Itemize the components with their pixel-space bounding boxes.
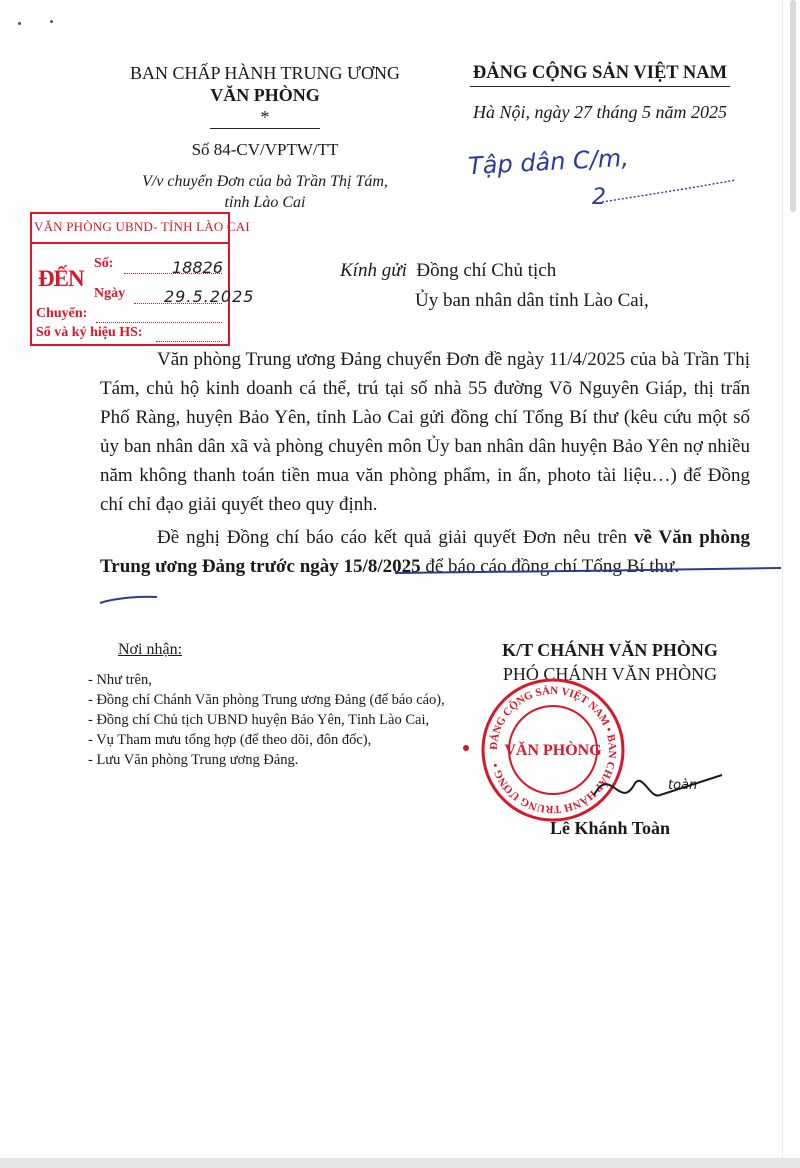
distribution-item: - Như trên, <box>88 672 152 688</box>
place-date: Hà Nội, ngày 27 tháng 5 năm 2025 <box>473 102 727 122</box>
para2-end: để báo cáo đồng chí Tổng Bí thư. <box>420 556 680 577</box>
header-divider <box>210 128 320 129</box>
stamp-chuyen-dots <box>96 321 222 323</box>
party-name: ĐẢNG CỘNG SẢN VIỆT NAM <box>472 63 728 83</box>
handwritten-stroke <box>600 176 740 206</box>
star-mark: * <box>260 107 270 127</box>
scrollbar[interactable] <box>790 0 796 212</box>
office-name: VĂN PHÒNG <box>210 85 320 105</box>
stamp-title: VĂN PHÒNG UBND- TỈNH LÀO CAI <box>34 219 250 234</box>
recipient-line-1: Đồng chí Chủ tịch <box>416 260 557 281</box>
stamp-ngay-value: 29.5.2025 <box>164 287 255 306</box>
subject-line-2: tỉnh Lào Cai <box>224 194 306 211</box>
distribution-item: - Vụ Tham mưu tổng hợp (để theo dõi, đôn đốc), <box>88 732 372 748</box>
signer-name: Lê Khánh Toàn <box>549 818 671 838</box>
org-name: BAN CHẤP HÀNH TRUNG ƯƠNG <box>130 63 400 83</box>
page-bottom-edge <box>0 1158 800 1168</box>
para2-start: Đề nghị Đồng chí báo cáo kết quả giải quyết Đơn nêu trên <box>157 527 635 548</box>
stamp-chuyen-label: Chuyển: <box>36 306 88 321</box>
seal-tick <box>456 738 476 758</box>
stamp-hs-dots <box>156 340 222 342</box>
hand-underline <box>95 550 785 610</box>
handwritten-note-2: 2 <box>592 185 606 210</box>
distribution-list <box>88 640 448 770</box>
body-paragraph-1: Văn phòng Trung ương Đảng chuyển Đơn đề ngày 11/4/2025 của bà Trần Thị Tám, chủ hộ kinh doanh cá thể, trú tại số nhà 55 đường Võ Nguyên Giáp, thị trấn Phố Ràng, huyện Bảo Yên, tỉnh Lào Cai gửi đồng chí Tổng Bí thư (kêu cứu một số ủy ban nhân dân xã và phòng chuyên môn Ủy ban nhân dân huyện Bảo Yên nợ nhiều năm không thanh toán tiền mua văn phòng phẩm, in ấn, photo tài liệu…) để Đồng chí chỉ đạo giải quyết theo quy định. <box>100 349 750 515</box>
stamp-divider <box>32 242 228 244</box>
signature-title-2: PHÓ CHÁNH VĂN PHÒNG <box>502 664 718 684</box>
recipient-block <box>340 256 649 316</box>
stamp-hs-label: Sổ và ký hiệu HS: <box>36 325 143 340</box>
para2-bold: về Văn phòng Trung ương Đảng trước ngày 15/8/2025 <box>100 527 750 577</box>
letter-body <box>100 345 750 581</box>
stamp-so-label: Số: <box>94 256 114 271</box>
stamp-den: ĐẾN <box>38 266 84 291</box>
party-underline <box>470 86 730 87</box>
distribution-item: - Đồng chí Chánh Văn phòng Trung ương Đảng (để báo cáo), <box>88 692 445 708</box>
header-left <box>95 62 435 213</box>
distribution-item: - Đồng chí Chủ tịch UBND huyện Bảo Yên, Tỉnh Lào Cai, <box>88 712 430 728</box>
signature-title-1: K/T CHÁNH VĂN PHÒNG <box>502 640 718 660</box>
distribution-title: Nơi nhận: <box>118 641 183 658</box>
header-right <box>450 62 750 123</box>
recipient-line-2: Ủy ban nhân dân tỉnh Lào Cai, <box>415 290 649 311</box>
signature-mark-text: toàn <box>668 778 698 793</box>
stamp-ngay-label: Ngày <box>94 286 126 301</box>
seal-ring-text: ĐẢNG CỘNG SẢN VIỆT NAM • BAN CHẤP HÀNH TRUNG ƯƠNG • <box>487 684 619 816</box>
kinh-gui-label: Kính gửi <box>340 260 407 281</box>
handwritten-signature <box>590 755 730 815</box>
seal-center-text: VĂN PHÒNG <box>504 742 602 759</box>
handwritten-note: Tập dân C/m, <box>467 143 630 181</box>
subject-line-1: V/v chuyển Đơn của bà Trần Thị Tám, <box>142 173 388 190</box>
received-stamp <box>30 212 255 346</box>
speck <box>50 20 53 23</box>
distribution-item: - Lưu Văn phòng Trung ương Đảng. <box>88 752 299 768</box>
stamp-so-value: 18826 <box>172 258 223 277</box>
document-number: Số 84-CV/VPTW/TT <box>191 140 339 159</box>
speck <box>18 22 21 25</box>
